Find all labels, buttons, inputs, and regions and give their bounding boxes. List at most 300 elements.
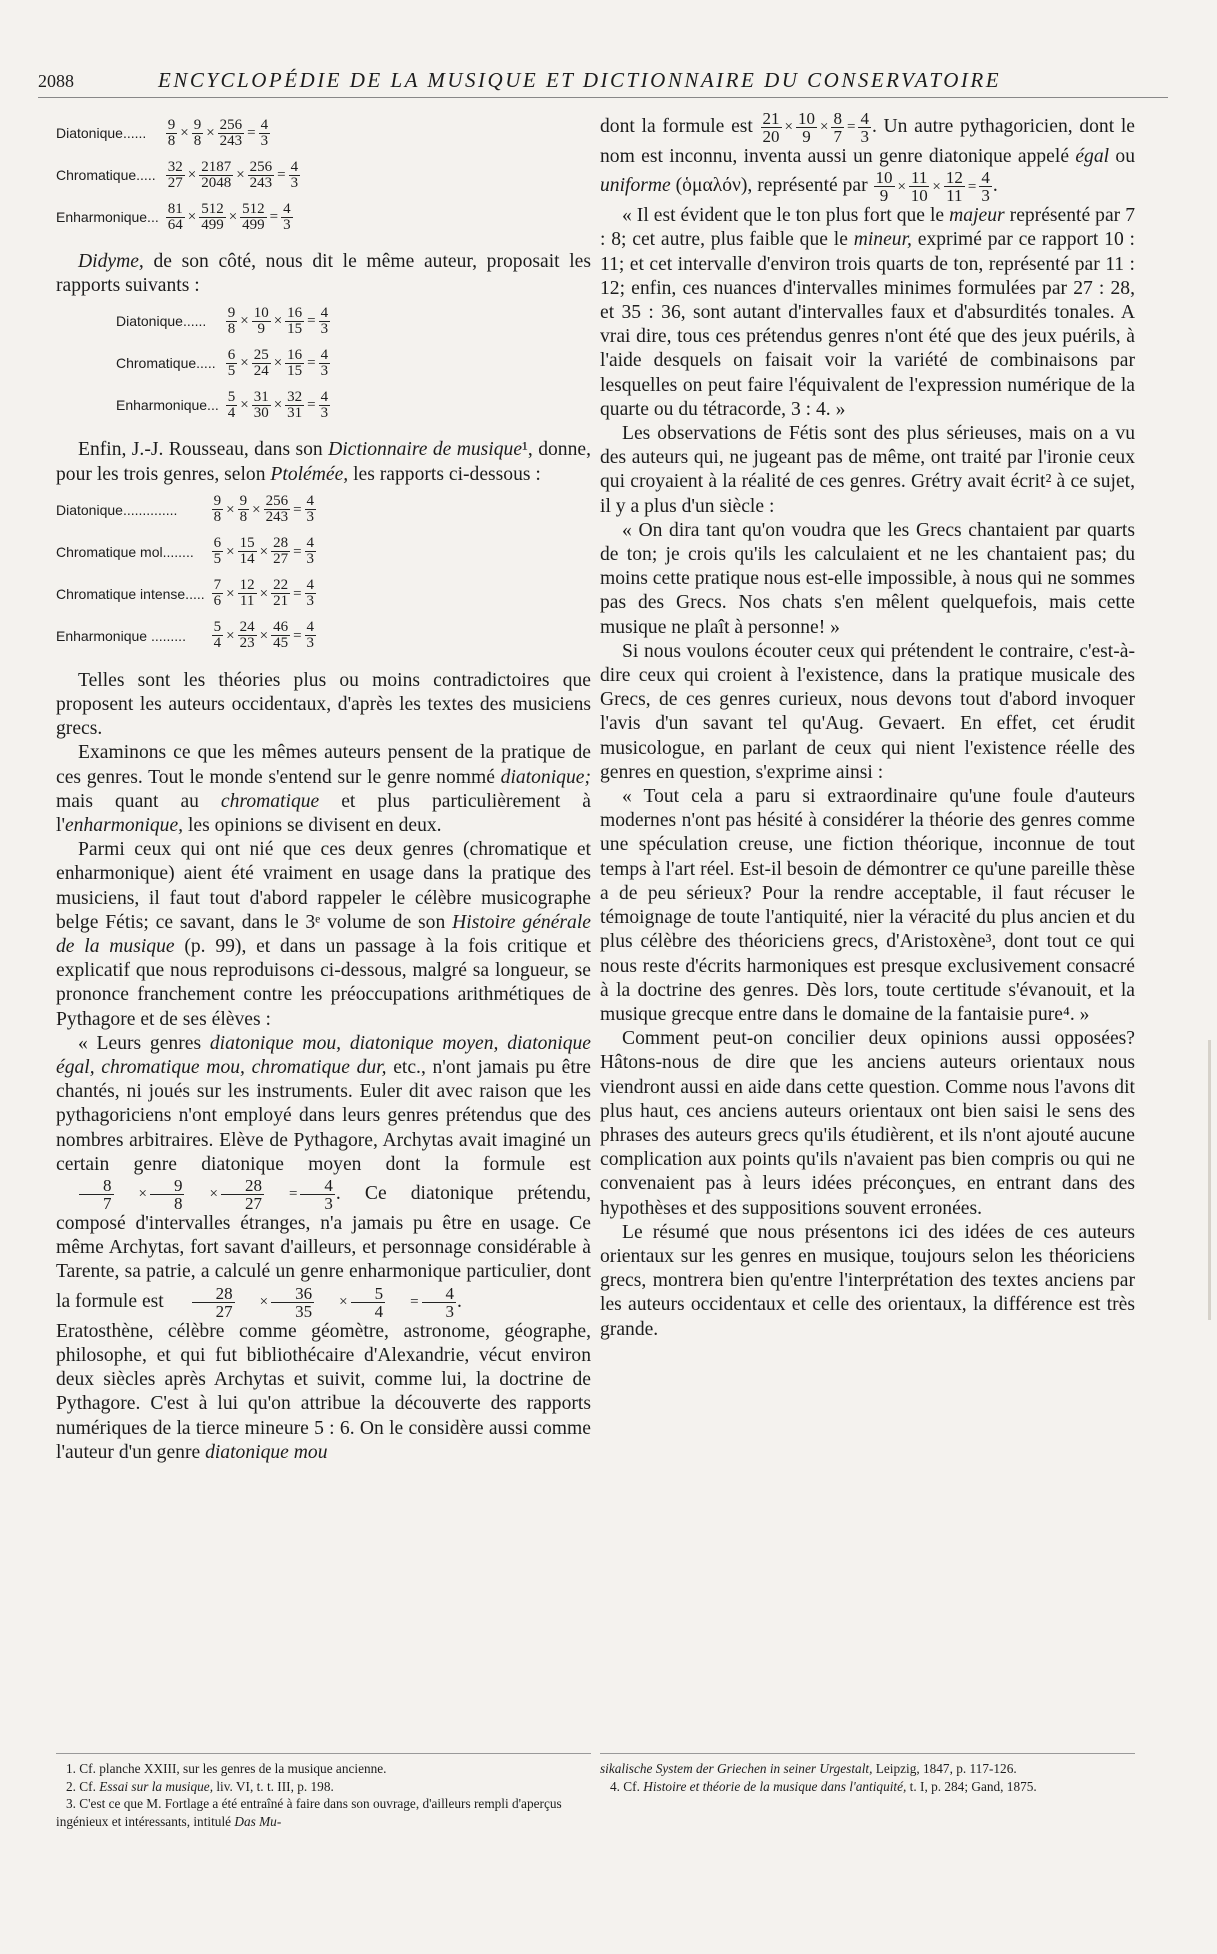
numerator: 21 [762,109,780,128]
ratio-formula [225,342,331,384]
work-title: Histoire générale de la musique [56,911,591,958]
fraction [305,578,317,609]
text: . Ce diatonique prétendu, composé d'intervalles étranges, n'a jamais pu être en usage. Ce même Archytas, fort savant d'ailleurs, et personnage considérable à Tarente, sa patrie, a calculé un genre enharmonique particulier, dont la formule est [56,1183,591,1312]
text: etc., n'ont jamais pu être chantés, ni joués sur les instruments. Euler dit avec raison que les pythagoriciens n'ont employé dans leurs genres prétendus que des nombres arbitraires. Elève de Pythagore, Archytas avait imaginé un certain genre diatonique moyen dont la formule est [56,1057,591,1175]
equals-sign: = [967,178,977,195]
equals-sign: = [277,166,286,183]
denominator: 243 [265,509,289,526]
numerator: 32 [287,388,303,405]
equals-sign: = [293,627,302,644]
work-title: sikalische System der Griechen in seiner Urgestalt, [600,1761,873,1776]
ratio-row [116,300,331,342]
denominator: 3 [283,216,291,233]
equals-sign: = [269,208,279,225]
times-sign: × [932,178,941,195]
denominator: 3 [260,132,269,149]
fraction [212,494,224,525]
paragraph: Telles sont les théories plus ou moins contradictoires que proposent les auteurs occidentaux, d'après les textes des musiciens grecs. [56,669,591,740]
text: et plus particulièrement à l' [56,790,591,837]
text: Enfin, J.-J. Rousseau, dans son [78,439,329,461]
denominator: 4 [374,1301,384,1321]
denominator: 35 [295,1301,313,1321]
denominator: 5 [227,362,236,379]
times-sign: × [240,313,249,330]
text: t. I, p. 284; Gand, 1875. [906,1778,1037,1794]
equals-sign: = [410,1294,419,1311]
fraction [300,1177,335,1212]
denominator: 8 [193,132,202,149]
term: chromatique [220,790,320,812]
denominator: 243 [249,174,273,191]
footnote-3-continued [600,1760,1135,1778]
fraction [166,202,185,233]
denominator: 30 [253,404,269,421]
numerator: 4 [260,116,269,133]
numerator: 4 [290,158,299,175]
numerator: 9 [227,304,236,321]
paragraph: Comment peut-on concilier deux opinions aussi opposées? Hâtons-nous de dire que les anciens auteurs orientaux nous viendront aussi en aide dans cette question. Comme nous l'avons dit plus haut, ces anciens auteurs orientaux ont bien saisi le sens des phrases des auteurs grecs qu'ils étudièrent, et ils n'ont ajouté aucune complication aux points qu'ils n'avaient pas bien compris ou qui ne convenaient pas à leurs idées préconçues, en entrant dans des hypothèses et des suppositions souvent erronées. [600,1028,1135,1219]
numerator: 4 [981,168,990,188]
denominator: 21 [273,593,289,610]
ratio-formula [211,531,317,573]
numerator: 10 [253,304,269,321]
numerator: 9 [239,493,248,510]
denominator: 3 [306,509,315,526]
numerator: 512 [242,200,265,217]
fraction [271,1285,314,1320]
fraction [218,118,245,149]
ratio-formula [211,489,317,531]
text: de son côté, nous dit le même auteur, proposait les rapports suivants : [56,251,591,297]
genre-label: Enharmonique ......... [56,627,186,644]
numerator: 256 [265,493,289,510]
paragraph: Si nous voulons écouter ceux qui prétendent le contraire, c'est-à-dire ceux qui croient à l'existence, dans la pratique musicale des Grecs, de ces genres curieux, nous devons tout d'abord invoquer l'avis d'un savant tel qu'Aug. Gevaert. En effet, cet érudit musicologue, en parlant de ceux qui nient l'existence réelle des genres en question, s'exprime ainsi : [600,640,1135,783]
term: enharmonique, [64,815,184,837]
paragraph [600,110,1135,204]
work-title: Essai sur la musique, [99,1778,214,1794]
numerator: 4 [320,304,329,321]
numerator: 31 [253,388,269,405]
fraction [240,202,267,233]
denominator: 8 [227,320,236,337]
footnotes-left [56,1753,591,1830]
times-sign: × [240,397,249,414]
fraction [238,620,257,651]
genre-label: Chromatique..... [116,355,216,372]
fraction [226,348,238,379]
denominator: 3 [306,635,315,652]
denominator: 7 [833,127,842,146]
text: ¹, donne, pour les trois genres, selon [56,439,591,485]
fraction [150,1177,185,1212]
denominator: 9 [802,127,811,146]
denominator: 27 [244,1194,262,1214]
times-sign: × [259,627,269,644]
ratio-row [56,615,317,657]
genre-label: Chromatique intense..... [56,585,205,602]
denominator: 45 [273,635,289,652]
page-edge-shadow [1208,1040,1211,1320]
denominator: 15 [287,320,303,337]
equals-sign: = [846,119,856,136]
times-sign: × [226,585,235,602]
ratio-table-3 [56,489,317,657]
fraction [199,160,233,191]
text: exprimé par ce rapport 10 : 11; et cet intervalle d'environ trois quarts de ton, représenté par 11 : 12; enfin, ces nuances d'intervalles minimes formulées par 27 : 28, et 35 : 36, sont autant d'intervalles faux et d'absurdités tonales. A vrai dire, tous ces prétendus genres n'ont été que des jeux puérils, à l'aide desquels on faisait voir la variété de combinaisons par lesquelles on peut faire l'équivalent de l'expression numérique de la quarte ou du tétracorde, 3 : 4. » [600,229,1135,420]
ratio-formula [165,154,301,196]
numerator: 6 [213,535,222,552]
times-sign: × [259,1294,269,1311]
fraction [319,306,331,337]
numerator: 28 [192,1285,235,1303]
term: mineur, [853,229,912,251]
denominator: 5 [213,551,222,568]
term: majeur [949,205,1005,227]
times-sign: × [273,313,283,330]
times-sign: × [236,166,245,183]
fraction [238,536,257,567]
times-sign: × [252,501,261,518]
ratio-formula [211,573,317,615]
term: diatonique mou [205,1441,328,1463]
page-header [38,68,1168,98]
numerator: 5 [351,1285,386,1303]
fraction [212,620,224,651]
footnote-4 [600,1778,1135,1796]
fraction [979,169,992,204]
denominator: 10 [910,186,928,206]
ratio-formula [165,112,301,154]
fraction [226,390,238,421]
equals-sign: = [247,124,256,141]
fraction [305,536,317,567]
text: (p. 99), et dans un passage à la fois critique et explicatif que nous reproduisons ci-dessous, malgré sa longueur, se prononce franchement contre les préoccupations arithmétiques de Pythagore et de ses élèves : [56,936,591,1030]
times-sign: × [187,208,197,225]
denominator: 31 [287,404,303,421]
numerator: 8 [833,109,842,128]
equals-sign: = [293,585,302,602]
text: les rapports ci-dessous : [348,463,541,485]
text: . [457,1290,462,1312]
denominator: 9 [257,320,265,337]
numerator: 4 [320,388,329,405]
denominator: 64 [167,216,183,233]
times-sign: × [259,585,269,602]
text: Examinons ce que les mêmes auteurs pensent de la pratique de ces genres. Tout le monde s'entend sur le genre nommé [56,742,591,788]
denominator: 3 [445,1301,455,1321]
denominator: 4 [213,635,222,652]
genre-label: Chromatique..... [56,166,156,183]
fraction [305,494,317,525]
numerator: 4 [860,109,869,128]
right-column [600,110,1135,1342]
equals-sign: = [288,1186,298,1203]
fraction [192,1285,235,1320]
fraction [226,306,238,337]
text: représenté par 7 : 8; cet autre, plus faible que le [600,205,1135,251]
fraction [238,578,257,609]
fraction [422,1285,457,1320]
denominator: 8 [213,509,222,526]
term: égal [1075,146,1110,167]
numerator: 36 [271,1285,314,1303]
text: les opinions se divisent en deux. [183,815,442,837]
formula-eratosthenes [760,110,872,145]
paragraph: Les observations de Fétis sont des plus sérieuses, mais on a vu des auteurs qui, ne jugeant pas de même, ont traité par l'ironie ceux qui croyaient à la réalité de ces genres. Grétry avait écrit² à ce sujet, il y a plus d'un siècle : [600,423,1135,517]
numerator: 8 [79,1177,114,1195]
numerator: 9 [150,1177,185,1195]
paragraph [56,741,591,838]
numerator: 5 [227,388,236,405]
fraction [166,160,185,191]
denominator: 11 [239,593,255,610]
numerator: 256 [249,158,273,175]
times-sign: × [259,543,269,560]
numerator: 12 [239,577,255,594]
denominator: 23 [239,635,255,652]
equals-sign: = [293,543,302,560]
numerator: 25 [253,346,269,363]
denominator: 3 [860,127,869,146]
numerator: 4 [306,493,315,510]
text: dont la formule est [600,116,760,137]
fraction [909,169,929,204]
fraction [192,118,204,149]
fraction [285,348,304,379]
term: uniforme [600,175,671,197]
fraction [212,578,224,609]
paragraph [56,1320,591,1465]
numerator: 4 [306,535,315,552]
denominator: 8 [239,509,248,526]
numerator: 28 [221,1177,264,1195]
numerator: 4 [320,346,329,363]
quotation: « Tout cela a paru si extraordinaire qu'une foule d'auteurs modernes n'ont pas hésité à considérer la théorie des genres comme une spéculation creuse, une fiction théorique, inconnue de tout temps à l'art réel. Est-il besoin de démontrer ce qu'une pareille thèse a de peu sérieux? Pour la rendre acceptable, il faut récuser le témoignage de toute l'antiquité, nier la véracité du plus ancien et du plus célèbre des théoriciens grecs, d'Aristoxène³, dont tout ce qui nous reste d'écrits harmoniques est presque exclusivement consacré à la doctrine des genres. Dès lors, toute certitude s'évanouit, et la musique grecque entre dans le domaine de la fantaisie pure⁴. » [600,786,1135,1025]
ratio-row [56,154,301,196]
denominator: 499 [201,216,224,233]
denominator: 27 [215,1301,233,1321]
genre-label: Diatonique...... [116,313,207,330]
fraction [271,536,290,567]
fraction [319,348,331,379]
numerator: 4 [306,577,315,594]
denominator: 8 [167,132,176,149]
numerator: 10 [798,109,815,128]
equals-sign: = [307,313,316,330]
formula-diatonic-egal [873,169,993,204]
text: mais quant au [56,790,221,812]
text: 4. Cf. [610,1778,644,1794]
denominator: 3 [306,593,315,610]
fraction [271,620,290,651]
fraction [281,202,293,233]
paragraph [56,250,591,298]
fraction [252,348,271,379]
times-sign: × [226,627,235,644]
denominator: 9 [879,186,889,206]
numerator: 9 [193,116,202,133]
genre-label: Diatonique.............. [56,501,178,518]
page-number: 2088 [38,71,74,91]
times-sign: × [339,1294,348,1311]
ratio-row [56,112,301,154]
numerator: 24 [239,619,255,636]
text: ou [1109,146,1135,167]
fraction [289,160,301,191]
ratio-formula [225,384,331,426]
fraction [252,390,271,421]
times-sign: × [784,119,793,136]
numerator: 16 [287,304,303,321]
denominator: 27 [273,551,289,568]
footnote-2 [56,1778,591,1796]
fraction [259,118,271,149]
equals-sign: = [293,501,302,518]
denominator: 3 [290,174,299,191]
genre-label: Diatonique...... [56,124,147,141]
numerator: 10 [875,168,893,188]
formula-archytas-diatonic [56,1177,336,1212]
numerator: 6 [227,346,236,363]
times-sign: × [897,178,907,195]
ratio-table-2 [116,300,331,426]
fraction [319,390,331,421]
footnotes-right [600,1753,1135,1795]
ratio-row [56,196,301,238]
work-title: Das Mu- [234,1813,282,1829]
numerator: 512 [201,200,224,217]
times-sign: × [240,355,249,372]
left-column [56,110,591,1465]
footnote-1: 1. Cf. planche XXIII, sur les genres de la musique ancienne. [66,1761,387,1776]
fraction [858,110,871,145]
fraction [874,169,895,204]
genre-label: Chromatique mol........ [56,543,194,560]
numerator: 28 [273,535,289,552]
fraction [212,536,224,567]
ratio-row [116,342,331,384]
fraction [285,390,304,421]
numerator: 11 [911,168,928,188]
text: 2. Cf. [66,1778,100,1794]
quotation: « On dira tant qu'on voudra que les Grecs chantaient par quarts de ton; je crois qu'ils les calculaient et ne les chantaient pas; du moins cette pratique nous est-elle impossible, à nous qui ne sommes pas des Grecs. Nos chats s'en mêlent quelquefois, mais cette musique ne plaît à personne! » [600,519,1135,638]
person-name: Ptolémée, [270,463,349,485]
fraction [305,620,317,651]
denominator: 7 [103,1194,112,1214]
numerator: 4 [422,1285,457,1303]
fraction [796,110,817,145]
ratio-row [56,573,317,615]
text: « Il est évident que le ton plus fort que le [622,205,950,227]
text: « Leurs genres [78,1032,210,1054]
times-sign: × [187,166,197,183]
denominator: 3 [324,1194,333,1214]
denominator: 3 [320,404,329,421]
denominator: 3 [981,186,990,206]
numerator: 4 [283,200,291,217]
numerator: 2187 [201,158,232,175]
ratio-formula [165,196,301,238]
times-sign: × [273,355,283,372]
times-sign: × [206,124,215,141]
term: diatonique; [500,766,591,788]
times-sign: × [180,124,189,141]
work-title: Dictionnaire de musique [328,439,523,461]
denominator: 6 [213,593,222,610]
ratio-formula [225,300,331,342]
times-sign: × [820,119,829,136]
text: Eratosthène, célèbre comme géomètre, astronome, géographe, philosophe, et qui fut bibliothécaire d'Alexandrie, vécut environ deux siècles après Archytas et suivit, comme lui, la doctrine de Pythagore. C'est à lui qu'on attribue la découverte des rapports numériques de la tierce mineure 5 : 6. On le considère aussi comme l'auteur d'un genre [56,1320,591,1463]
text: (ὁμαλόν), représenté par [670,175,873,197]
quotation [600,204,1135,422]
denominator: 243 [219,132,243,149]
denominator: 24 [253,362,269,379]
text: . Un autre pythagoricien, dont le nom est inconnu, inventa aussi un genre diatonique appelé [600,116,1135,167]
ratio-row [56,531,317,573]
denominator: 499 [242,216,265,233]
numerator: 7 [213,577,222,594]
fraction [238,494,250,525]
numerator: 4 [300,1177,335,1195]
fraction [79,1177,114,1212]
numerator: 12 [945,168,963,188]
fraction [351,1285,386,1320]
fraction [761,110,782,145]
times-sign: × [138,1186,147,1203]
text: Leipzig, 1847, p. 117-126. [872,1761,1017,1776]
ratio-row [56,489,317,531]
denominator: 8 [173,1194,183,1214]
denominator: 20 [762,127,780,146]
work-title: Histoire et théorie de la musique dans l'antiquité, [643,1778,907,1794]
numerator: 22 [273,577,289,594]
fraction [166,118,178,149]
denominator: 3 [320,362,329,379]
times-sign: × [209,1186,218,1203]
equals-sign: = [307,397,316,414]
person-name: Didyme, [78,251,144,272]
fraction [248,160,275,191]
times-sign: × [226,543,235,560]
fraction [271,578,290,609]
text: 3. C'est ce que M. Fortlage a été entraîné à faire dans son ouvrage, d'ailleurs rempli d'aperçus ingénieux et intéressants, intitulé [56,1796,562,1829]
quotation [56,1032,591,1320]
numerator: 9 [213,493,222,510]
fraction [252,306,271,337]
equals-sign: = [307,355,316,372]
numerator: 9 [167,116,176,133]
genre-label: Enharmonique... [56,208,159,225]
numerator: 5 [213,619,222,636]
fraction [831,110,844,145]
ratio-row [116,384,331,426]
numerator: 16 [287,346,303,363]
fraction [264,494,291,525]
denominator: 11 [946,186,963,206]
denominator: 2048 [201,174,232,191]
numerator: 81 [167,200,183,217]
text: liv. VI, t. t. III, p. 198. [213,1778,334,1794]
footnote-3 [56,1795,591,1830]
denominator: 3 [306,551,315,568]
fraction [944,169,965,204]
fraction [221,1177,264,1212]
numerator: 46 [273,619,289,636]
numerator: 4 [306,619,315,636]
denominator: 27 [167,174,183,191]
ratio-table-1 [56,112,301,238]
times-sign: × [226,501,235,518]
